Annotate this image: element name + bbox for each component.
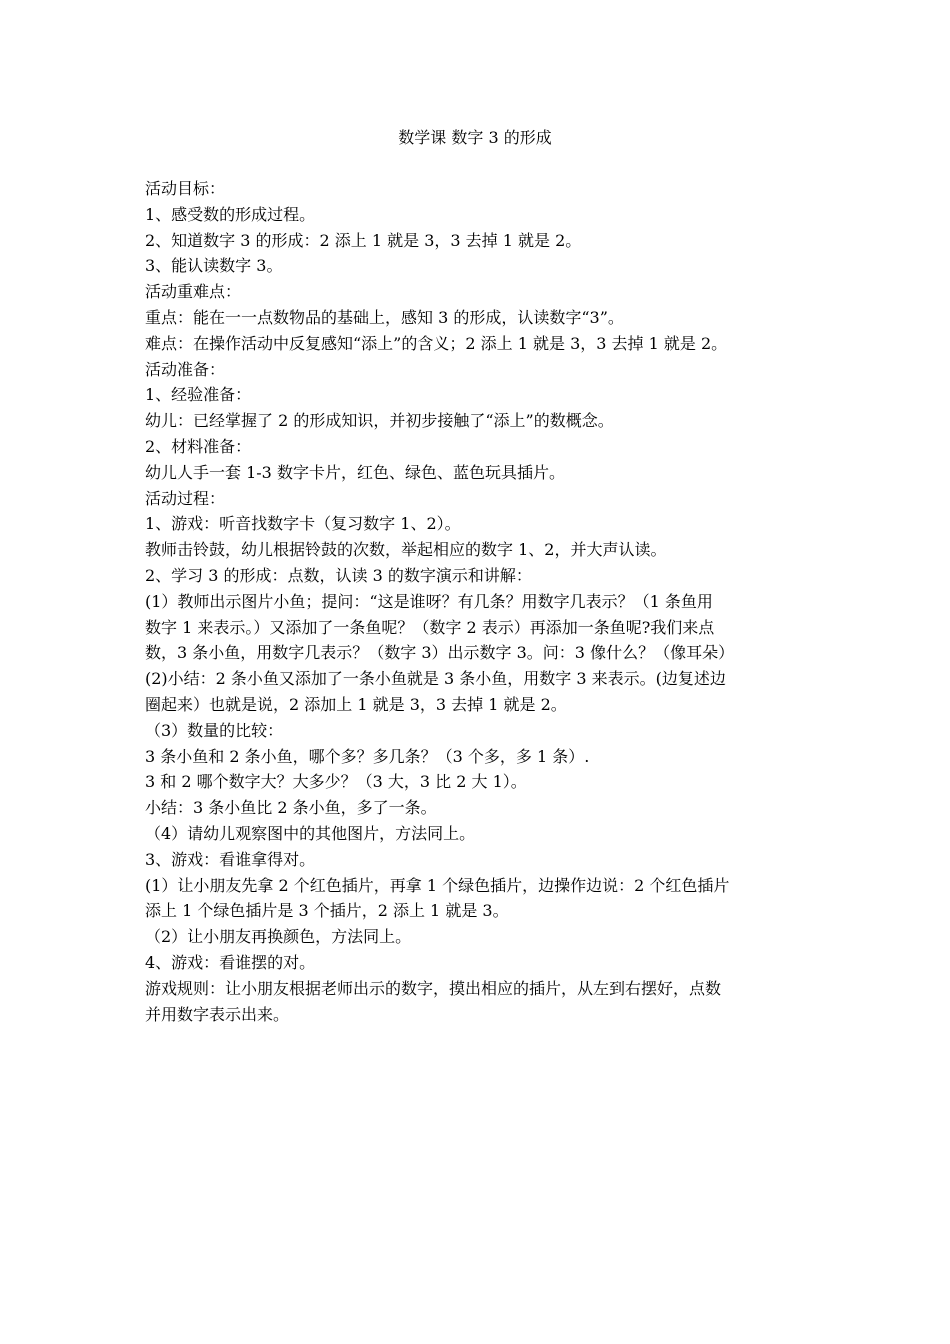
document-line: 3 条小鱼和 2 条小鱼，哪个多？多几条？（3 个多，多 1 条）. [145,746,590,766]
document-line: 1、游戏：听音找数字卡（复习数字 1、2）。 [145,514,461,534]
document-line: 活动过程： [145,488,226,508]
document-line: (1）教师出示图片小鱼；提问：“这是谁呀？有几条？用数字几表示？（1 条鱼用 [145,591,713,611]
document-line: 2、材料准备： [145,436,252,456]
document-line: 游戏规则：让小朋友根据老师出示的数字，摸出相应的插片，从左到右摆好，点数 [145,978,722,998]
document-line: （2）让小朋友再换颜色，方法同上。 [145,927,412,947]
document-body [145,176,825,1027]
document-line: 幼儿：已经掌握了 2 的形成知识，并初步接触了“添上”的数概念。 [145,411,614,431]
document-line: 添上 1 个绿色插片是 3 个插片，2 添上 1 就是 3。 [145,901,509,921]
document-line: 2、学习 3 的形成：点数，认读 3 的数字演示和讲解： [145,565,532,585]
document-line: （4）请幼儿观察图中的其他图片，方法同上。 [145,823,476,843]
document-line: 并用数字表示出来。 [145,1004,290,1024]
document-line: (1）让小朋友先拿 2 个红色插片，再拿 1 个绿色插片，边操作边说：2 个红色插片 [145,875,730,895]
document-line: 3 和 2 哪个数字大？大多少？（3 大，3 比 2 大 1）。 [145,772,527,792]
document-line: （3）数量的比较： [145,720,284,740]
document-line: 重点：能在一一点数物品的基础上，感知 3 的形成，认读数字“3”。 [145,307,624,327]
document-line: 幼儿人手一套 1-3 数字卡片，红色、绿色、蓝色玩具插片。 [145,462,565,482]
document-line: 活动准备： [145,359,226,379]
document-line: 活动目标： [145,179,226,198]
document-line: 1、感受数的形成过程。 [145,204,316,224]
document-line: 活动重难点： [145,282,242,302]
document-line: 2、知道数字 3 的形成：2 添上 1 就是 3，3 去掉 1 就是 2。 [145,230,582,250]
document-line: 教师击铃鼓，幼儿根据铃鼓的次数，举起相应的数字 1、2，并大声认读。 [145,540,667,560]
document-line: 小结：3 条小鱼比 2 条小鱼，多了一条。 [145,798,437,818]
document-line: 4、游戏：看谁摆的对。 [145,952,316,972]
document-title: 数学课 数字 3 的形成 [398,128,552,147]
document-line: (2)小结：2 条小鱼又添加了一条小鱼就是 3 条小鱼，用数字 3 来表示。(边复述边 [145,669,726,689]
document-line: 1、经验准备： [145,385,252,405]
document-line: 3、能认读数字 3。 [145,256,283,276]
document-line: 难点：在操作活动中反复感知“添上”的含义；2 添上 1 就是 3，3 去掉 1 就是 2。 [145,333,728,353]
document-line: 数，3 条小鱼，用数字几表示？（数字 3）出示数字 3。问：3 像什么？（像耳朵） [145,643,735,663]
document-line: 圈起来）也就是说，2 添加上 1 就是 3，3 去掉 1 就是 2。 [145,694,567,714]
document-line: 3、游戏：看谁拿得对。 [145,849,316,869]
document-line: 数字 1 来表示。）又添加了一条鱼呢？（数字 2 表示）再添加一条鱼呢?我们来点 [145,617,715,637]
